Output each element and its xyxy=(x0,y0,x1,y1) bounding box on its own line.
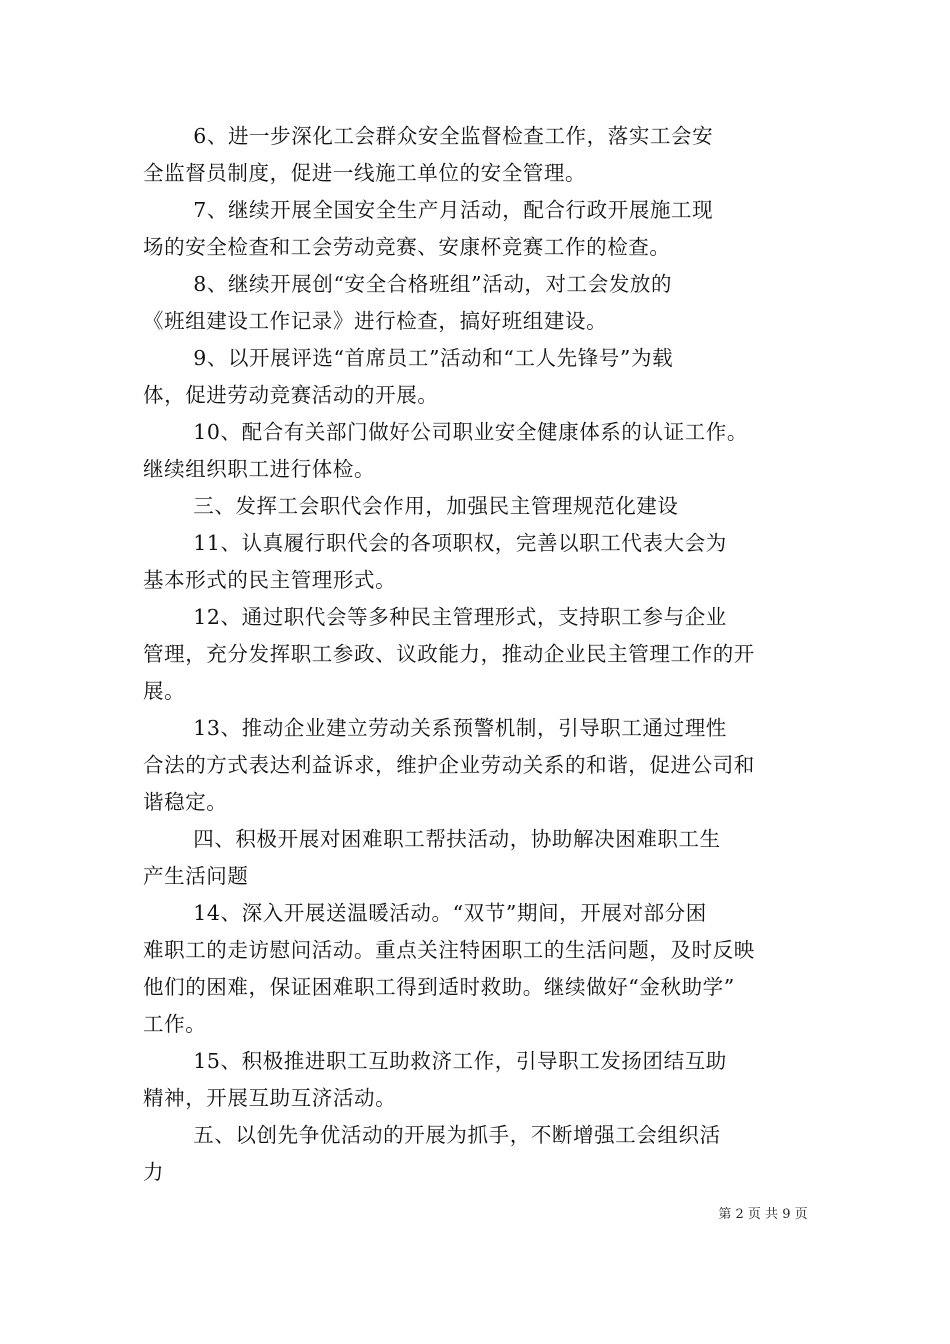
text-line: 7、继续开展全国安全生产月活动，配合行政开展施工现 xyxy=(193,198,714,222)
text-line: 10、配合有关部门做好公司职业安全健康体系的认证工作。 xyxy=(193,420,749,444)
page-footer xyxy=(0,1203,950,1222)
text-line: 他们的困难，保证困难职工得到适时救助。继续做好“金秋助学” xyxy=(143,975,735,999)
paragraph xyxy=(143,340,813,414)
text-line: 谐稳定。 xyxy=(143,790,228,814)
document-body xyxy=(143,118,813,1191)
text-line: 四、积极开展对困难职工帮扶活动，协助解决困难职工生 xyxy=(193,827,721,851)
text-line: 14、深入开展送温暖活动。“双节”期间，开展对部分困 xyxy=(193,901,707,925)
text-line: 工作。 xyxy=(143,1012,207,1036)
paragraph xyxy=(143,1117,813,1191)
text-line: 全监督员制度，促进一线施工单位的安全管理。 xyxy=(143,161,587,185)
paragraph xyxy=(143,821,813,895)
text-line: 产生活问题 xyxy=(143,864,249,888)
paragraph xyxy=(143,266,813,340)
text-line: 9、以开展评选“首席员工”活动和“工人先锋号”为载 xyxy=(193,346,674,370)
page-number: 第 2 页 共 9 页 xyxy=(718,1207,808,1222)
text-line: 展。 xyxy=(143,679,186,703)
paragraph xyxy=(143,488,813,525)
text-line: 难职工的走访慰问活动。重点关注特困职工的生活问题，及时反映 xyxy=(143,938,755,962)
text-line: 6、进一步深化工会群众安全监督检查工作，落实工会安 xyxy=(193,124,714,148)
text-line: 五、以创先争优活动的开展为抓手，不断增强工会组织活 xyxy=(193,1123,721,1147)
text-line: 12、通过职代会等多种民主管理形式，支持职工参与企业 xyxy=(193,605,727,629)
paragraph xyxy=(143,895,813,1043)
text-line: 13、推动企业建立劳动关系预警机制，引导职工通过理性 xyxy=(193,716,727,740)
text-line: 精神，开展互助互济活动。 xyxy=(143,1086,397,1110)
paragraph xyxy=(143,414,813,488)
text-line: 合法的方式表达利益诉求，维护企业劳动关系的和谐，促进公司和 xyxy=(143,753,755,777)
text-line: 力 xyxy=(143,1160,165,1184)
text-line: 体，促进劳动竞赛活动的开展。 xyxy=(143,383,439,407)
text-line: 场的安全检查和工会劳动竞赛、安康杯竞赛工作的检查。 xyxy=(143,235,671,259)
text-line: 11、认真履行职代会的各项职权，完善以职工代表大会为 xyxy=(193,531,727,555)
text-line: 三、发挥工会职代会作用，加强民主管理规范化建设 xyxy=(193,494,679,518)
text-line: 15、积极推进职工互助救济工作，引导职工发扬团结互助 xyxy=(193,1049,727,1073)
paragraph xyxy=(143,525,813,599)
text-line: 基本形式的民主管理形式。 xyxy=(143,568,397,592)
paragraph xyxy=(143,710,813,821)
text-line: 继续组织职工进行体检。 xyxy=(143,457,376,481)
paragraph xyxy=(143,599,813,710)
paragraph xyxy=(143,1043,813,1117)
text-line: 管理，充分发挥职工参政、议政能力，推动企业民主管理工作的开 xyxy=(143,642,755,666)
paragraph xyxy=(143,118,813,192)
text-line: 《班组建设工作记录》进行检查，搞好班组建设。 xyxy=(143,309,608,333)
paragraph xyxy=(143,192,813,266)
text-line: 8、继续开展创“安全合格班组”活动，对工会发放的 xyxy=(193,272,673,296)
